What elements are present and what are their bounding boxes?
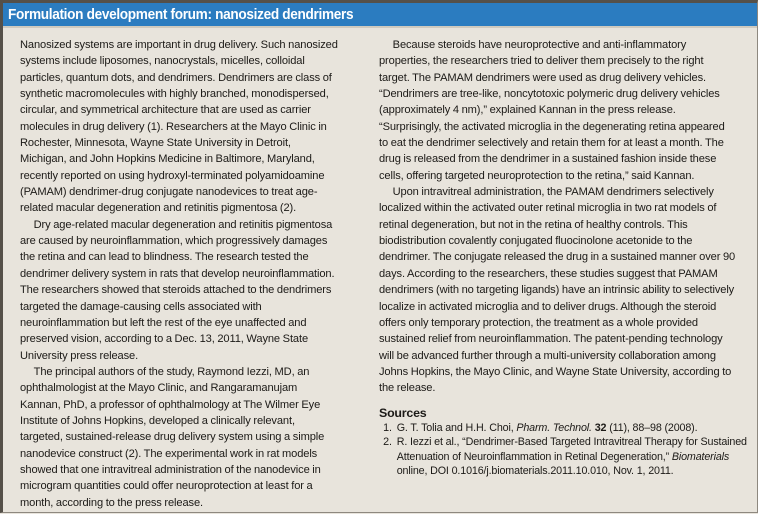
article-header-bar [3, 3, 757, 28]
right-column [379, 37, 745, 514]
paragraph: Because steroids have neuroprotective and anti-inflammatory properties, the researchers tried to deliver them precisely to the right target. The PAMAM dendrimers were used as drug delivery vehicles. “Dendrimers are tree-like, noncytotoxic polymeric drug delivery vehicles (approximately 4 nm),” explained Kannan in the press release. “Surprisingly, the activated microglia in the degenerating retina appeared to eat the dendrimer selectively and retain them for at least a month. The drug is released from the dendrimer in a sustained fashion inside these cells, offering targeted neuroprotection to the retina,” said Kannan. [379, 39, 725, 182]
source-text-prefix: G. T. Tolia and H.H. Choi, [396, 421, 517, 434]
source-text-suffix: (11), 88–98 (2008). [606, 421, 698, 434]
paragraph: The principal authors of the study, Raymond Iezzi, MD, an ophthalmologist at the Mayo Clinic, and Rangaramanujam Kannan, PhD, a professor of ophthalmology at The Wilmer Eye Institute of Johns Hopkins, developed a clinically relevant, targeted, sustained-release drug delivery system using a simple nanodevice construct (2). The experimental work in rat models showed that one intravitreal administration of the nanodevice in microgram quantities could offer neuroprotection at least for a month, according to the press release. [20, 365, 325, 509]
source-line-1: R. Iezzi et al., “Dendrimer-Based Targeted Intravitreal Therapy for Sustained [396, 436, 747, 449]
page-title: Formulation development forum: nanosized dendrimers [8, 6, 354, 23]
two-column-body [3, 28, 757, 514]
left-column [20, 37, 348, 514]
list-item [379, 435, 747, 479]
source-volume: 32 [594, 421, 607, 434]
source-text-prefix: Attenuation of Neuroinflammation in Retinal Degeneration,” [396, 450, 672, 463]
sources-heading: Sources [379, 405, 427, 420]
paragraph: Upon intravitreal administration, the PAMAM dendrimers selectively localized within the activated outer retinal microglia in two rat models of retinal degeneration, but not in the retina of healthy controls. This biodistribution covalently conjugated fluocinolone acetonide to the dendrimer. The conjugate released the drug in a sustained manner over 90 days. According to the researchers, these studies suggest that PAMAM dendrimers (with no targeting ligands) have an intrinsic ability to selectively localize in activated microglia and to deliver drugs. Although the steroid offers only temporary protection, the treatment as a whole provided sustained relief from neuroinflammation. The patent-pending technology will be advanced further through a multi-university collaboration among Johns Hopkins, the Mayo Clinic, and Wayne State University, according to the release. [379, 186, 736, 395]
source-line-3: online, DOI 0.1016/j.biomaterials.2011.10.010, Nov. 1, 2011. [396, 465, 674, 478]
source-journal: Biomaterials [671, 450, 730, 463]
paragraph: Dry age-related macular degeneration and retinitis pigmentosa are caused by neuroinflammation, which progressively damages the retina and can lead to blindness. The research tested the dendrimer delivery system in rats that develop neuroinflammation. The researchers showed that steroids attached to the dendrimers targeted the damage-causing cells associated with neuroinflammation but left the rest of the eye unaffected and preserved vision, according to a Dec. 13, 2011, Wayne State University press release. [20, 218, 335, 362]
column-gutter [348, 37, 379, 514]
list-item-number: 1. [383, 421, 392, 434]
sources-list [379, 421, 745, 479]
list-item [379, 421, 740, 436]
source-journal: Pharm. Technol. [516, 421, 592, 434]
paragraph: Nanosized systems are important in drug delivery. Such nanosized systems include liposomes, nanocrystals, micelles, colloidal particles, quantum dots, and dendrimers. Dendrimers are class of synthetic macromolecules with highly branched, monodispersed, circular, and symmetrical architecture that are used as carrier molecules in drug delivery (1). Researchers at the Mayo Clinic in Rochester, Minnesota, Wayne State University in Detroit, Michigan, and John Hopkins Medicine in Baltimore, Maryland, recently reported on using hydroxyl-terminated polyamidoamine (PAMAM) dendrimer-drug conjugate nanodevices to treat age-related macular degeneration and retinitis pigmentosa (2). [20, 39, 338, 215]
source-line-2 [397, 450, 740, 465]
list-item-number: 2. [383, 436, 392, 449]
